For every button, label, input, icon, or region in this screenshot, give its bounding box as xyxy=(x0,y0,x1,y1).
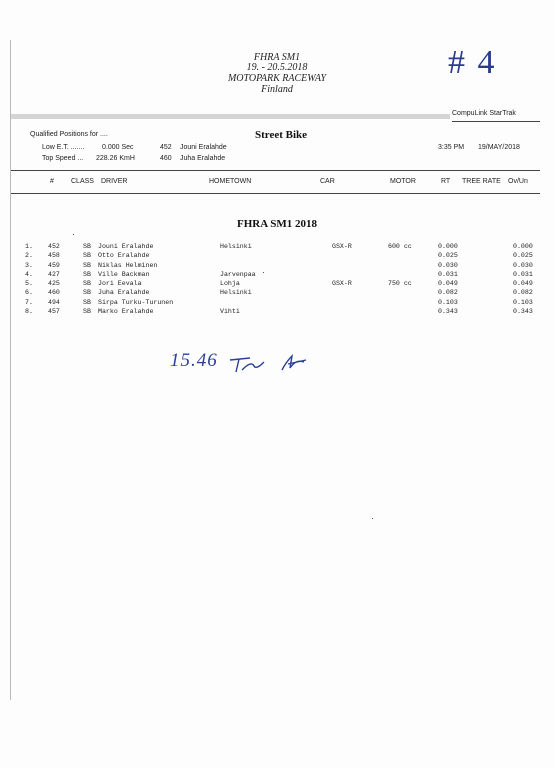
top-speed-value: 228.26 KmH xyxy=(96,155,135,162)
row-number: 459 xyxy=(48,261,60,269)
row-number: 458 xyxy=(48,252,60,260)
row-hometown: Lohja xyxy=(220,280,240,288)
col-number: # xyxy=(50,178,54,185)
top-speed-driver: Juha Eralahde xyxy=(180,155,226,162)
row-rt: 0.030 xyxy=(438,261,458,269)
low-et-number: 452 xyxy=(160,144,172,151)
row-driver: Ville Backman xyxy=(98,270,150,278)
row-number: 494 xyxy=(48,298,60,306)
row-driver: Sirpa Turku-Turunen xyxy=(98,298,174,306)
row-class: SB xyxy=(83,280,91,288)
row-number: 425 xyxy=(48,280,60,288)
col-rt: RT xyxy=(441,178,451,185)
row-motor: 750 cc xyxy=(388,280,412,288)
brand-label: CompuLink StarTrak xyxy=(452,110,516,117)
row-rt: 0.103 xyxy=(438,298,458,306)
handwritten-sheet-number: # 4 xyxy=(448,44,497,81)
row-driver: Juha Eralahde xyxy=(98,289,150,297)
row-position: 8. xyxy=(25,308,33,316)
row-ov-un: 0.049 xyxy=(513,280,533,288)
table-row xyxy=(10,299,540,308)
speck xyxy=(372,518,373,519)
row-position: 1. xyxy=(25,243,33,250)
event-country: Finland xyxy=(261,84,293,95)
col-car: CAR xyxy=(320,178,335,185)
low-et-driver: Jouni Eralahde xyxy=(180,144,227,151)
section-title: FHRA SM1 2018 xyxy=(236,218,318,230)
row-ov-un: 0.082 xyxy=(513,289,533,297)
report-date: 19/MAY/2018 xyxy=(478,144,520,151)
row-position: 5. xyxy=(25,280,33,288)
top-speed-number: 460 xyxy=(160,155,172,162)
row-rt: 0.082 xyxy=(438,289,458,297)
row-ov-un: 0.000 xyxy=(513,243,533,250)
row-car: GSX-R xyxy=(332,280,352,288)
row-number: 457 xyxy=(48,308,60,316)
speck xyxy=(73,234,74,235)
row-ov-un: 0.103 xyxy=(513,298,533,306)
row-class: SB xyxy=(83,243,91,250)
col-hometown: HOMETOWN xyxy=(209,178,252,185)
row-class: SB xyxy=(83,308,91,316)
report-time: 3:35 PM xyxy=(438,144,465,151)
row-driver: Otto Eralahde xyxy=(98,252,150,260)
results-table xyxy=(10,243,540,317)
row-hometown: Helsinki xyxy=(220,289,252,297)
event-title: FHRA SM1 xyxy=(253,52,301,63)
row-number: 427 xyxy=(48,270,60,278)
class-title: Street Bike xyxy=(255,129,308,141)
row-driver: Niklas Helminen xyxy=(98,261,158,269)
col-motor: MOTOR xyxy=(390,178,416,185)
row-rt: 0.000 xyxy=(438,243,458,250)
row-position: 3. xyxy=(25,261,33,269)
col-tree-rate: TREE RATE xyxy=(462,178,501,185)
row-rt: 0.025 xyxy=(438,252,458,260)
row-driver: Jori Eevala xyxy=(98,280,142,288)
row-rt: 0.031 xyxy=(438,270,458,278)
row-hometown: Jarvenpaa xyxy=(220,270,256,278)
handwritten-initials-signature xyxy=(224,350,324,376)
table-row xyxy=(10,252,540,261)
row-ov-un: 0.025 xyxy=(513,252,533,260)
row-rt: 0.049 xyxy=(438,280,458,288)
table-row xyxy=(10,262,540,271)
row-position: 2. xyxy=(25,252,33,260)
row-position: 7. xyxy=(25,298,33,306)
scan-left-edge xyxy=(10,40,11,700)
row-number: 460 xyxy=(48,289,60,297)
table-row xyxy=(10,243,540,252)
row-hometown: Helsinki xyxy=(220,243,252,250)
row-position: 4. xyxy=(25,270,33,278)
speck xyxy=(263,272,264,273)
low-et-value: 0.000 Sec xyxy=(102,144,134,151)
header-top-rule xyxy=(10,170,540,171)
row-number: 452 xyxy=(48,243,60,250)
table-row xyxy=(10,280,540,289)
row-motor: 600 cc xyxy=(388,243,412,250)
event-venue: MOTOPARK RACEWAY xyxy=(227,73,327,84)
col-driver: DRIVER xyxy=(101,178,128,185)
handwritten-note: 15.46 xyxy=(170,350,218,371)
table-row xyxy=(10,308,540,317)
row-class: SB xyxy=(83,261,91,269)
qualified-label: Qualified Positions for .... xyxy=(30,131,108,138)
row-class: SB xyxy=(83,252,91,260)
table-row xyxy=(10,271,540,280)
row-driver: Jouni Eralahde xyxy=(98,243,154,250)
row-position: 6. xyxy=(25,289,33,297)
row-rt: 0.343 xyxy=(438,308,458,316)
row-class: SB xyxy=(83,289,91,297)
row-class: SB xyxy=(83,270,91,278)
row-car: GSX-R xyxy=(332,243,352,250)
row-driver: Marko Eralahde xyxy=(98,308,154,316)
row-ov-un: 0.031 xyxy=(513,270,533,278)
header-bottom-rule xyxy=(10,193,540,194)
row-hometown: Vihti xyxy=(220,308,240,316)
low-et-label: Low E.T. ....... xyxy=(42,144,85,151)
row-ov-un: 0.030 xyxy=(513,261,533,269)
top-speed-label: Top Speed ... xyxy=(42,155,84,162)
col-class: CLASS xyxy=(71,178,94,185)
table-row xyxy=(10,289,540,298)
event-dates: 19. - 20.5.2018 xyxy=(246,62,308,73)
row-class: SB xyxy=(83,298,91,306)
brand-underline xyxy=(452,121,540,122)
col-ov-un: Ov/Un xyxy=(508,178,528,185)
dotted-separator xyxy=(10,114,450,119)
row-ov-un: 0.343 xyxy=(513,308,533,316)
